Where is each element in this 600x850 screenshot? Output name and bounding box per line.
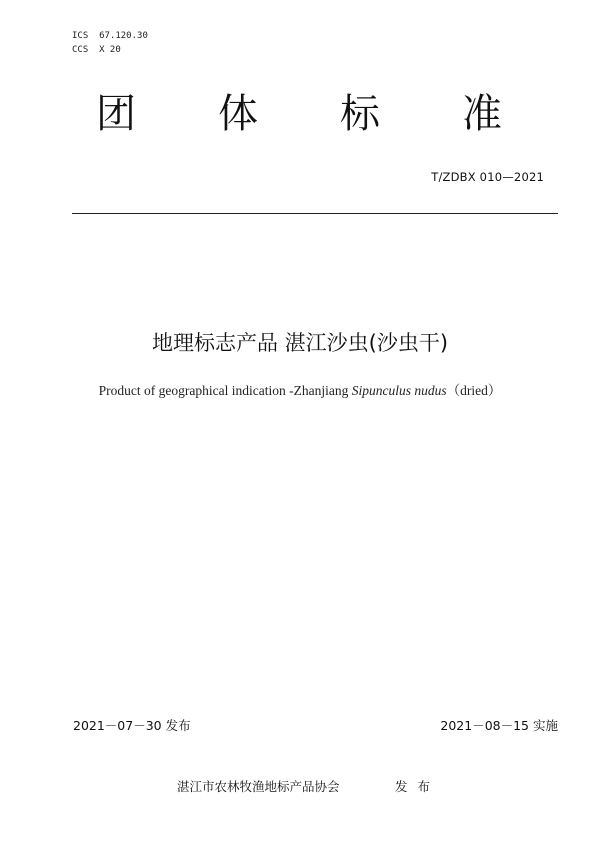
ics-code: ICS 67.120.30	[72, 31, 148, 41]
document-type-char: 标	[340, 91, 380, 137]
title-english-species: Sipunculus nudus	[351, 383, 447, 398]
title-english-prefix: Product of geographical indication -Zhanjiang	[98, 383, 352, 398]
document-type-char: 准	[462, 91, 502, 137]
document-type-char: 体	[218, 91, 258, 137]
implementation-date: 2021－08－15 实施	[440, 718, 558, 733]
header-divider	[72, 213, 558, 214]
document-type-char: 团	[96, 91, 136, 137]
document-type-heading	[96, 88, 516, 140]
title-chinese: 地理标志产品 湛江沙虫(沙虫干)	[151, 331, 449, 355]
title-english-suffix: （dried）	[446, 383, 502, 398]
issue-date: 2021－07－30 发布	[73, 718, 191, 733]
publisher-name: 湛江市农林牧渔地标产品协会	[177, 779, 340, 794]
publish-label: 发布	[395, 779, 441, 794]
title-english	[0, 379, 600, 399]
standard-number: T/ZDBX 010—2021	[431, 170, 544, 184]
ccs-code: CCS X 20	[72, 45, 121, 55]
classification-codes	[72, 29, 148, 57]
